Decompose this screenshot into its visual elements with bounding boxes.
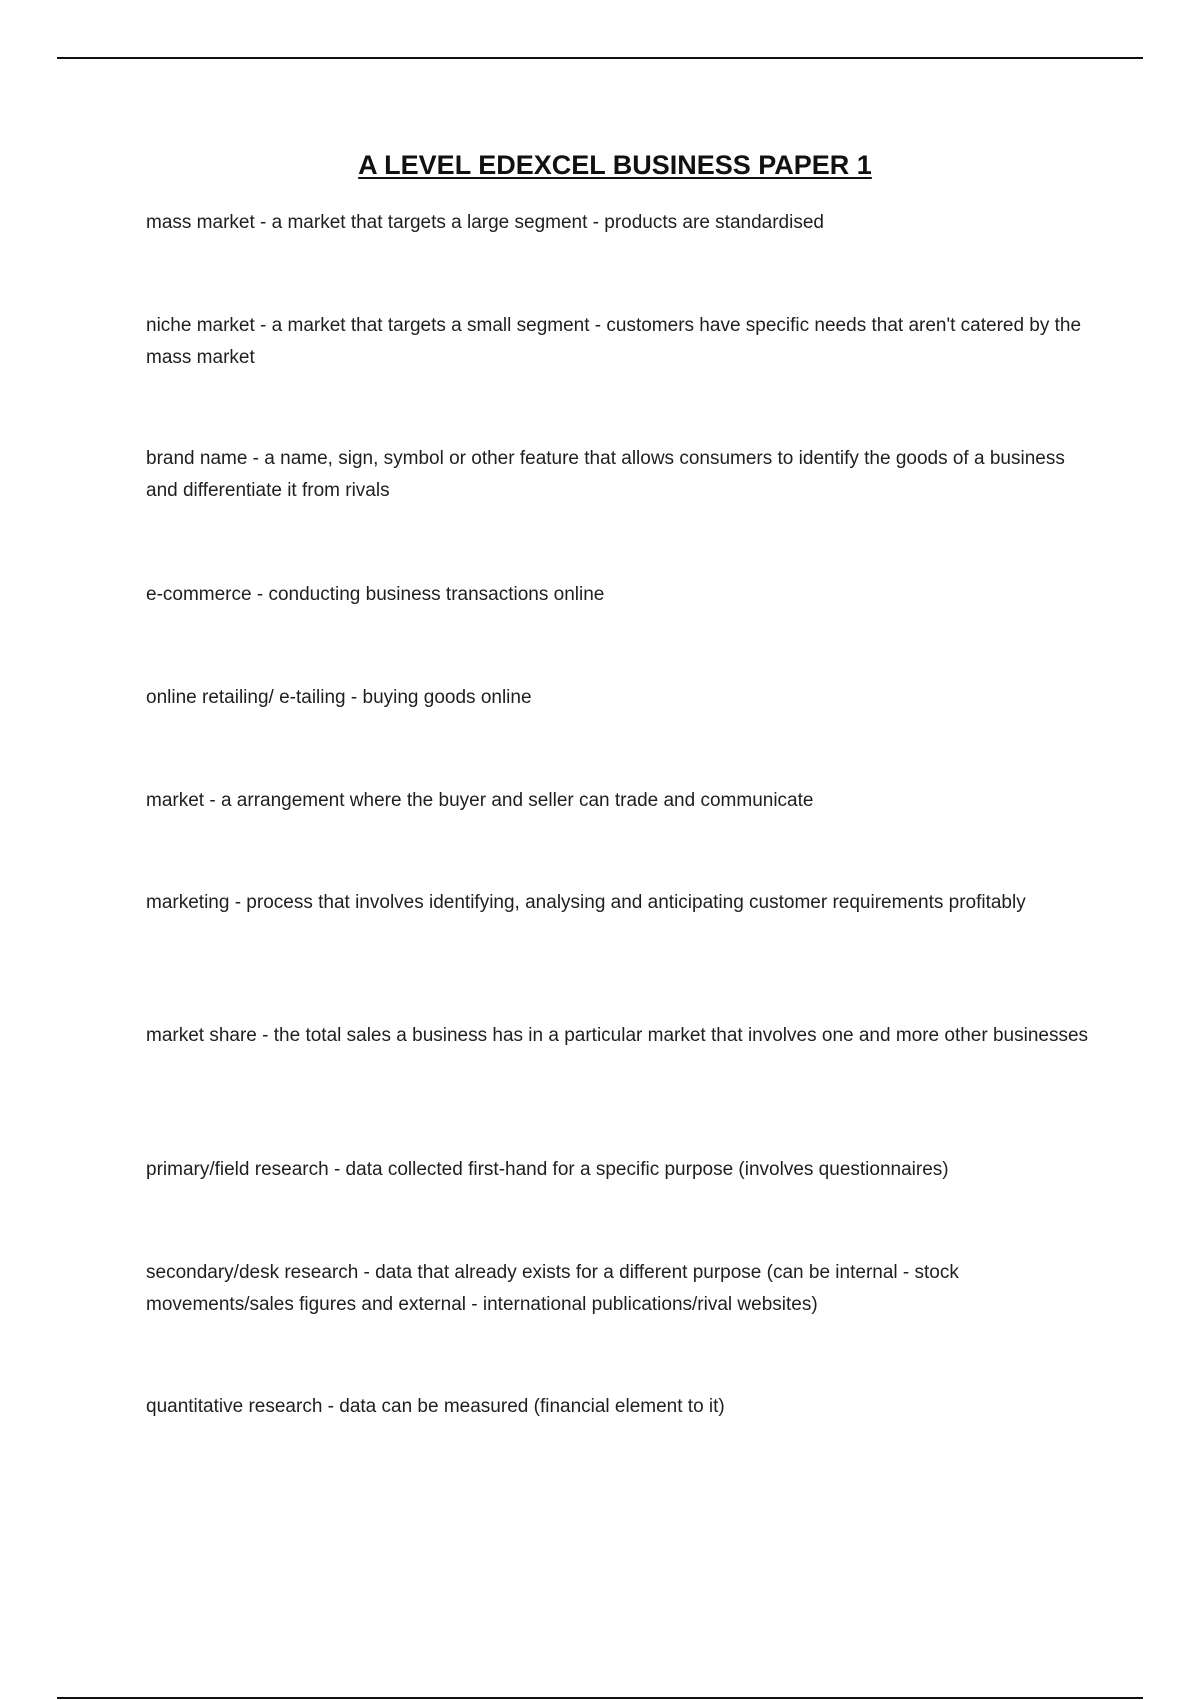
definition-brand-name: brand name - a name, sign, symbol or other feature that allows consumers to identify the goods of a business and differentiate it from rivals — [146, 448, 1065, 501]
definition-online-retailing: online retailing/ e-tailing - buying goods online — [146, 687, 532, 708]
definition-market-share: market share - the total sales a business has in a particular market that involves one and more other businesses — [146, 1025, 1089, 1046]
definition-e-commerce: e-commerce - conducting business transactions online — [146, 584, 605, 605]
definition-primary-research: primary/field research - data collected first-hand for a specific purpose (involves questionnaires) — [146, 1159, 949, 1180]
definition-secondary-research: secondary/desk research - data that already exists for a different purpose (can be internal - stock movements/sales figures and external - international publications/rival websites) — [146, 1262, 959, 1315]
definition-marketing: marketing - process that involves identifying, analysing and anticipating customer requirements profitably — [146, 892, 1026, 913]
page-title: A LEVEL EDEXCEL BUSINESS PAPER 1 — [358, 150, 872, 180]
bottom-rule — [57, 1697, 1143, 1699]
definition-mass-market: mass market - a market that targets a large segment - products are standardised — [146, 212, 824, 233]
definition-niche-market: niche market - a market that targets a small segment - customers have specific needs that aren't catered by the mass market — [146, 315, 1082, 368]
definition-quantitative-research: quantitative research - data can be measured (financial element to it) — [146, 1396, 725, 1417]
definition-market: market - a arrangement where the buyer and seller can trade and communicate — [146, 790, 814, 811]
